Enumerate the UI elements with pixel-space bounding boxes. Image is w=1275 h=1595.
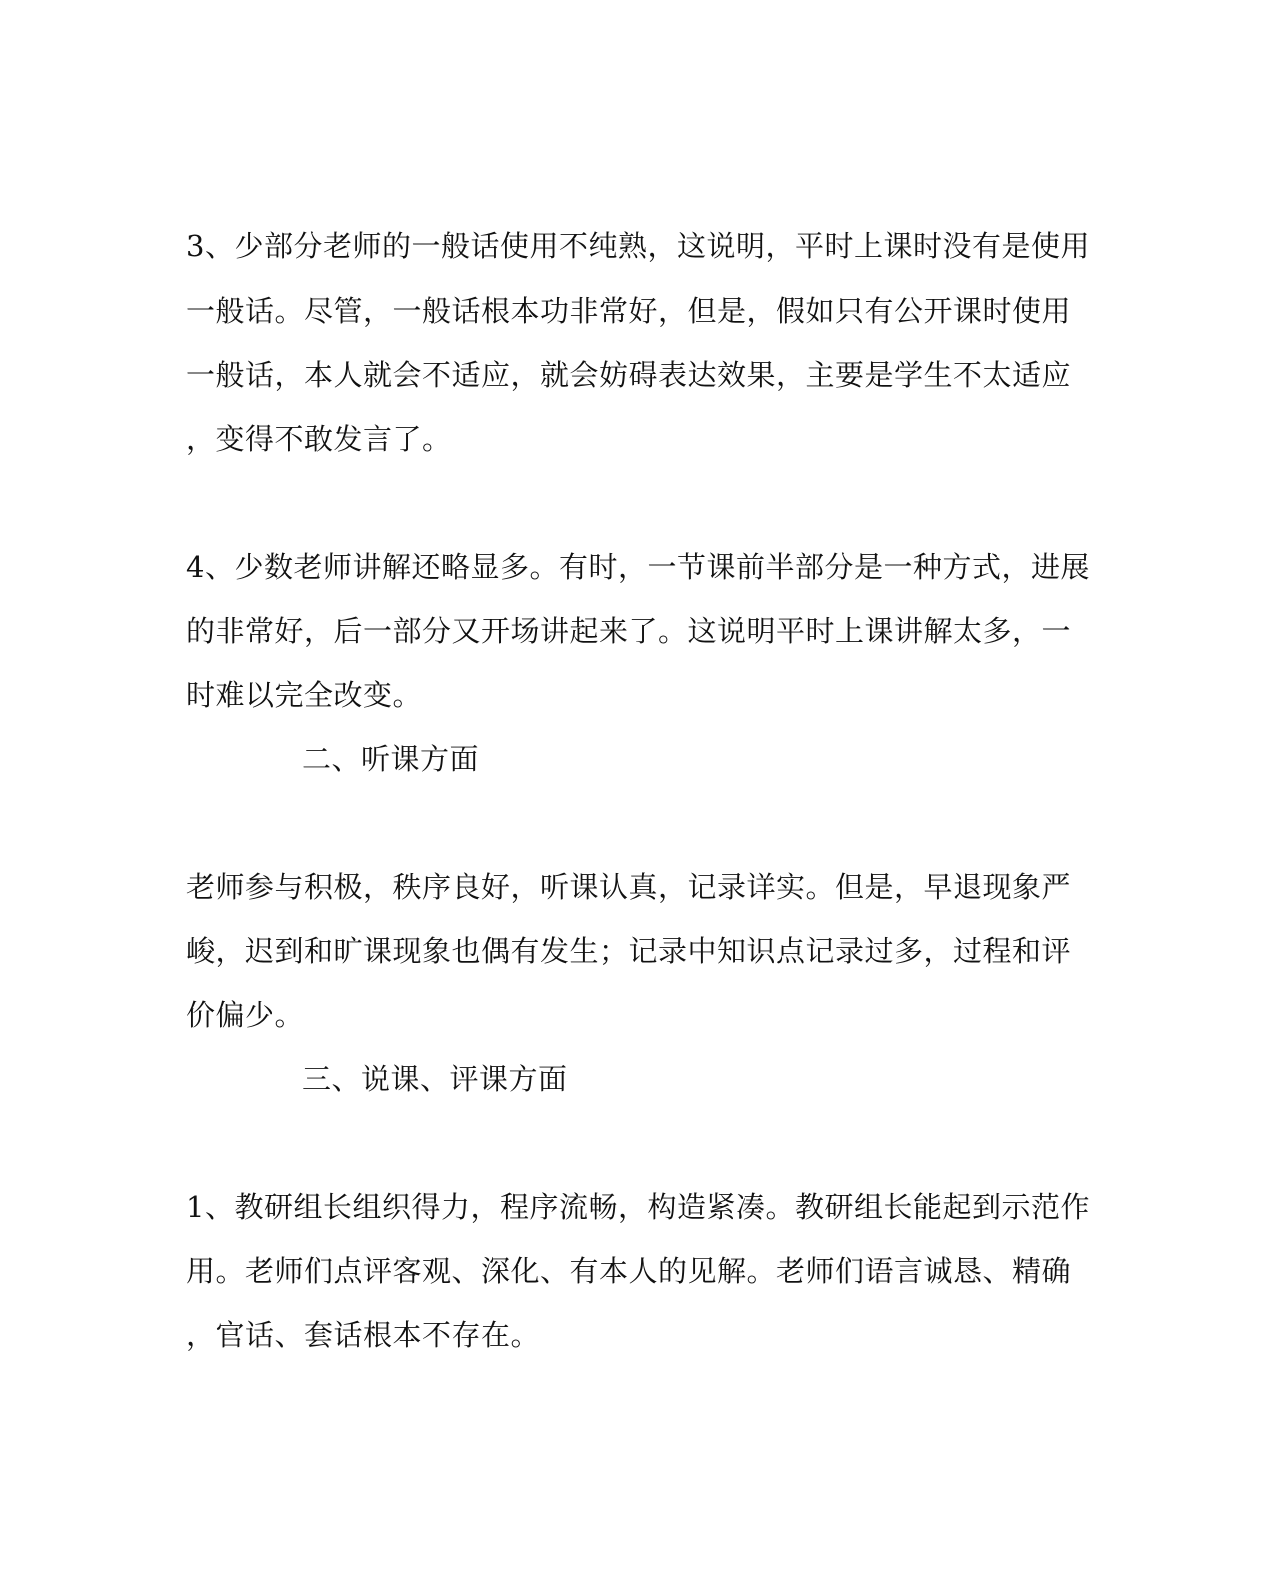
- paragraph-4-line-3: 时难以完全改变。: [186, 678, 423, 712]
- paragraph-evaluation-line-1: 1、教研组长组织得力，程序流畅，构造紧凑。教研组长能起到示范作: [186, 1190, 1090, 1224]
- paragraph-listening-line-3: 价偏少。: [186, 998, 305, 1032]
- paragraph-3-line-3: 一般话，本人就会不适应，就会妨碍表达效果，主要是学生不太适应: [186, 358, 1072, 392]
- section-heading-evaluation: 三、说课、评课方面: [302, 1062, 568, 1096]
- paragraph-evaluation-line-2: 用。老师们点评客观、深化、有本人的见解。老师们语言诚恳、精确: [186, 1254, 1072, 1288]
- paragraph-3-line-1: 3、少部分老师的一般话使用不纯熟，这说明，平时上课时没有是使用: [186, 229, 1090, 263]
- paragraph-listening-line-1: 老师参与积极，秩序良好，听课认真，记录详实。但是，早退现象严: [186, 870, 1072, 904]
- section-heading-listening: 二、听课方面: [302, 742, 480, 776]
- paragraph-3-line-4: ，变得不敢发言了。: [186, 422, 452, 456]
- paragraph-4-line-1: 4、少数老师讲解还略显多。有时，一节课前半部分是一种方式，进展: [186, 550, 1090, 584]
- paragraph-evaluation-line-3: ，官话、套话根本不存在。: [186, 1318, 541, 1352]
- paragraph-3-line-2: 一般话。尽管，一般话根本功非常好，但是，假如只有公开课时使用: [186, 294, 1072, 328]
- paragraph-4-line-2: 的非常好，后一部分又开场讲起来了。这说明平时上课讲解太多，一: [186, 614, 1072, 648]
- paragraph-listening-line-2: 峻，迟到和旷课现象也偶有发生；记录中知识点记录过多，过程和评: [186, 934, 1072, 968]
